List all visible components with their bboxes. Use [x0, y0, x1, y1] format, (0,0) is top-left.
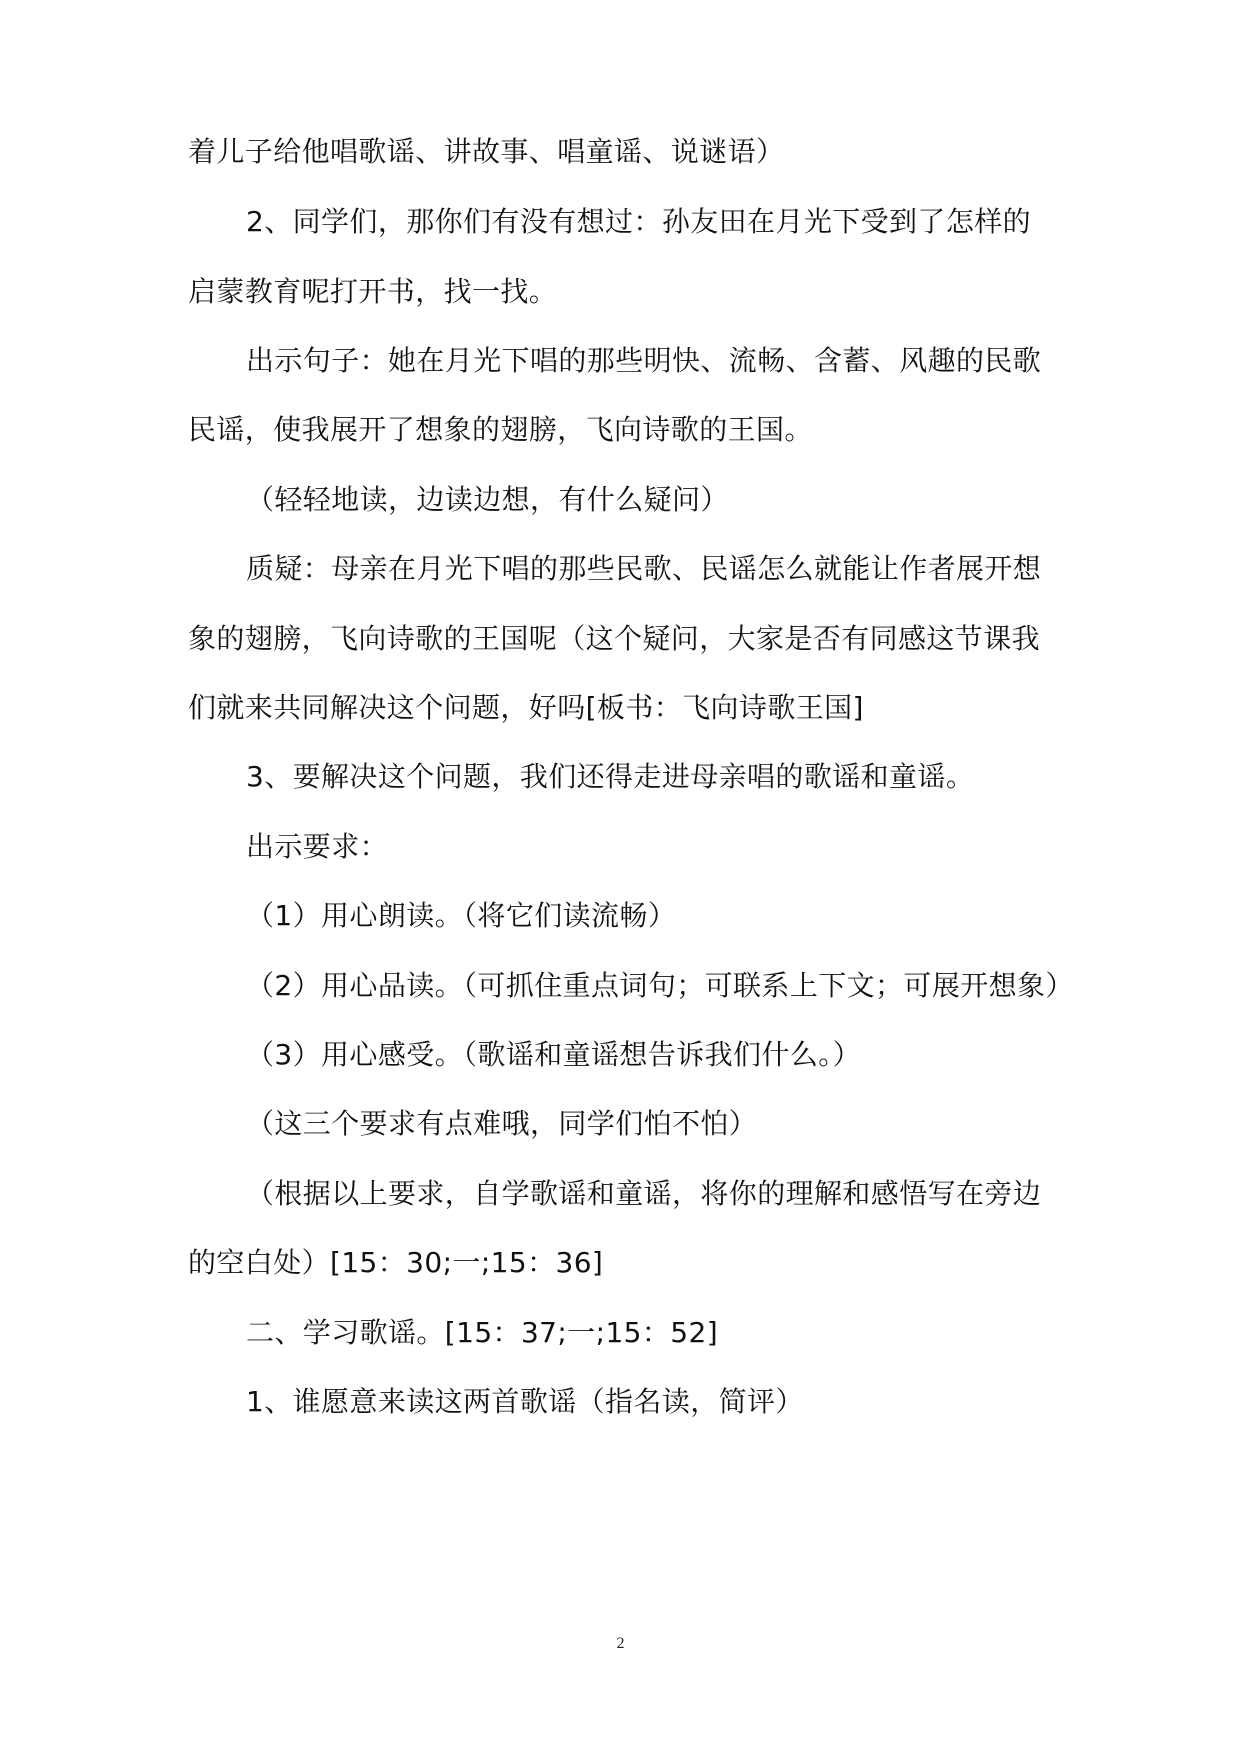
- text-line: 二、学习歌谣。[15：37;一;15：52]: [246, 1316, 719, 1349]
- text-line: 出示句子：她在月光下唱的那些明快、流畅、含蓄、风趣的民歌: [246, 344, 1042, 377]
- text-line: （3）用心感受。（歌谣和童谣想告诉我们什么。）: [246, 1038, 862, 1071]
- text-line: 象的翅膀，飞向诗歌的王国呢（这个疑问，大家是否有同感这节课我: [188, 622, 1041, 655]
- text-line: 启蒙教育呢打开书，找一找。: [188, 275, 558, 308]
- text-line: （1）用心朗读。（将它们读流畅）: [246, 899, 677, 932]
- text-line: 民谣，使我展开了想象的翅膀，飞向诗歌的王国。: [188, 413, 813, 446]
- text-line: 们就来共同解决这个问题，好吗[板书：飞向诗歌王国]: [188, 691, 864, 724]
- page-number: 2: [616, 1635, 625, 1652]
- text-line: 2、同学们，那你们有没有想过：孙友田在月光下受到了怎样的: [246, 205, 1032, 238]
- text-line: 出示要求：: [246, 830, 389, 863]
- text-line: （2）用心品读。（可抓住重点词句；可联系上下文；可展开想象）: [246, 969, 1074, 1002]
- text-line: 的空白处）[15：30;一;15：36]: [188, 1246, 604, 1279]
- text-line: 3、要解决这个问题，我们还得走进母亲唱的歌谣和童谣。: [246, 760, 975, 793]
- text-line: 质疑：母亲在月光下唱的那些民歌、民谣怎么就能让作者展开想: [246, 552, 1042, 585]
- text-line: 着儿子给他唱歌谣、讲故事、唱童谣、说谜语）: [188, 135, 785, 168]
- text-line: （这三个要求有点难哦，同学们怕不怕）: [246, 1107, 758, 1140]
- text-line: 1、谁愿意来读这两首歌谣（指名读，简评）: [246, 1385, 804, 1418]
- text-line: （轻轻地读，边读边想，有什么疑问）: [246, 483, 729, 516]
- text-line: （根据以上要求，自学歌谣和童谣，将你的理解和感悟写在旁边: [246, 1177, 1042, 1210]
